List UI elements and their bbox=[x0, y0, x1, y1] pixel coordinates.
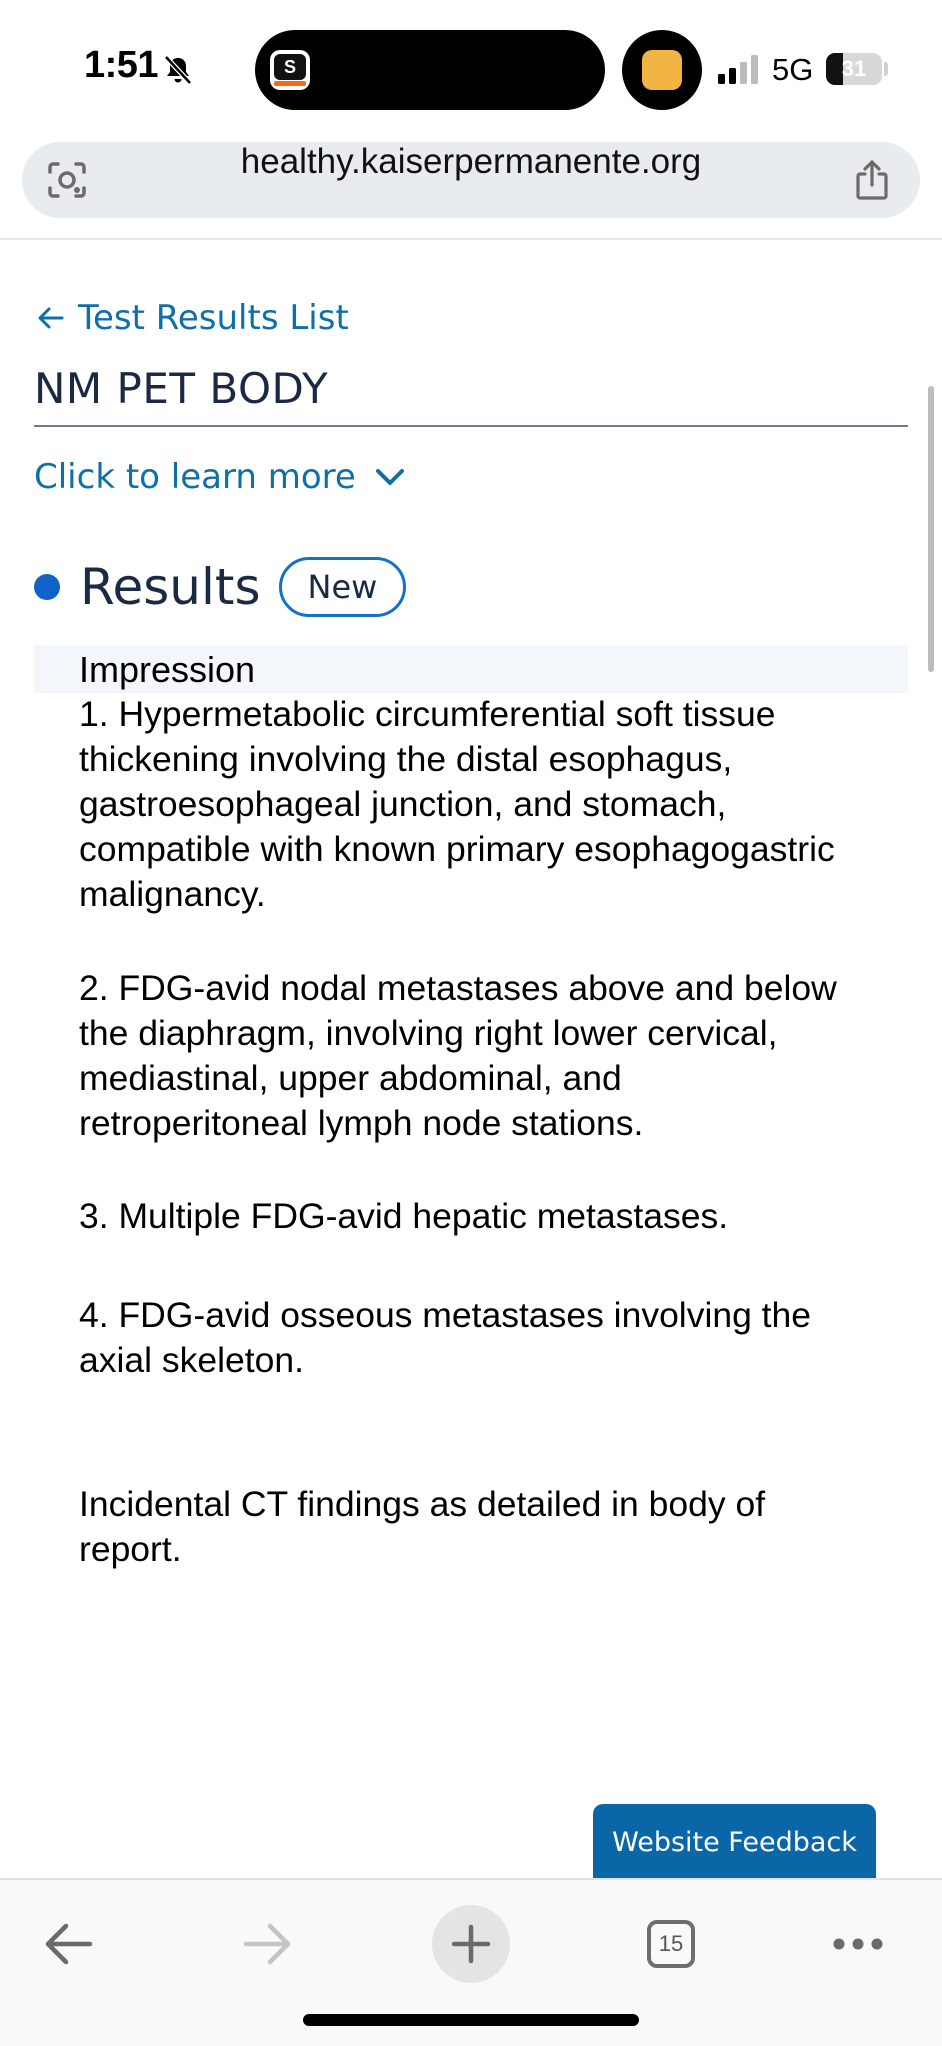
more-button[interactable] bbox=[818, 1908, 898, 1980]
chevron-down-icon bbox=[374, 467, 406, 487]
more-icon bbox=[832, 1937, 884, 1951]
forward-button[interactable] bbox=[228, 1908, 308, 1980]
home-indicator[interactable] bbox=[303, 2014, 639, 2026]
finding-item bbox=[79, 1482, 899, 1572]
finding-item bbox=[79, 1293, 899, 1383]
address-bar[interactable] bbox=[22, 142, 920, 218]
status-time: 1:51 bbox=[84, 44, 159, 86]
plus-icon bbox=[450, 1923, 492, 1965]
title-divider bbox=[34, 425, 908, 427]
back-button[interactable] bbox=[28, 1908, 108, 1980]
finding-line: 3. Multiple FDG-avid hepatic metastases. bbox=[79, 1196, 729, 1236]
status-bar bbox=[0, 0, 942, 135]
back-link-label[interactable]: Test Results List bbox=[78, 298, 349, 338]
impression-label: Impression bbox=[79, 649, 256, 690]
new-tab-button[interactable] bbox=[432, 1905, 510, 1983]
live-activity-thumbnail bbox=[642, 50, 682, 90]
learn-more-toggle[interactable] bbox=[34, 452, 406, 502]
finding-line: mediastinal, upper abdominal, and bbox=[79, 1058, 622, 1098]
url-text[interactable]: healthy.kaiserpermanente.org bbox=[240, 142, 702, 181]
finding-line: thickening involving the distal esophagus, bbox=[79, 739, 733, 779]
results-heading: Results bbox=[80, 558, 261, 616]
finding-line: 4. FDG-avid osseous metastases involving the bbox=[79, 1295, 812, 1335]
new-badge: New bbox=[279, 557, 407, 617]
website-feedback-button[interactable]: Website Feedback bbox=[593, 1804, 876, 1882]
finding-line: malignancy. bbox=[79, 874, 266, 914]
results-dot-icon bbox=[34, 574, 60, 600]
back-arrow-icon bbox=[42, 1922, 94, 1966]
back-to-test-results-link[interactable] bbox=[36, 296, 349, 340]
finding-line: 1. Hypermetabolic circumferential soft tissue bbox=[79, 694, 776, 734]
finding-item bbox=[79, 1194, 899, 1239]
app-letter: S bbox=[274, 54, 306, 80]
finding-line: the diaphragm, involving right lower cervical, bbox=[79, 1013, 778, 1053]
arrow-left-icon bbox=[36, 303, 66, 333]
bell-slash-icon bbox=[162, 54, 194, 86]
app-activity-icon bbox=[270, 50, 310, 90]
finding-item bbox=[79, 966, 899, 1146]
finding-line: Incidental CT findings as detailed in body of bbox=[79, 1484, 766, 1524]
battery-percent: 31 bbox=[841, 56, 867, 81]
tabs-icon: 15 bbox=[647, 1920, 695, 1968]
scroll-indicator[interactable] bbox=[928, 386, 934, 672]
dynamic-island bbox=[255, 30, 605, 110]
finding-line: gastroesophageal junction, and stomach, bbox=[79, 784, 727, 824]
finding-line: retroperitoneal lymph node stations. bbox=[79, 1103, 644, 1143]
tabs-button[interactable] bbox=[631, 1908, 711, 1980]
battery-icon bbox=[826, 53, 882, 85]
share-icon[interactable] bbox=[852, 158, 892, 202]
finding-line: 2. FDG-avid nodal metastases above and below bbox=[79, 968, 837, 1008]
address-bar-divider bbox=[0, 238, 942, 240]
finding-line: axial skeleton. bbox=[79, 1340, 304, 1380]
live-activity bbox=[622, 30, 702, 110]
forward-arrow-icon bbox=[242, 1922, 294, 1966]
page-title: NM PET BODY bbox=[34, 364, 329, 413]
signal-icon bbox=[716, 54, 764, 84]
battery-nub bbox=[884, 62, 888, 76]
results-header bbox=[34, 554, 406, 620]
finding-item bbox=[79, 692, 899, 917]
learn-more-label[interactable]: Click to learn more bbox=[34, 457, 356, 497]
finding-line: report. bbox=[79, 1529, 182, 1569]
finding-line: compatible with known primary esophagogastric bbox=[79, 829, 835, 869]
network-type: 5G bbox=[772, 52, 814, 87]
